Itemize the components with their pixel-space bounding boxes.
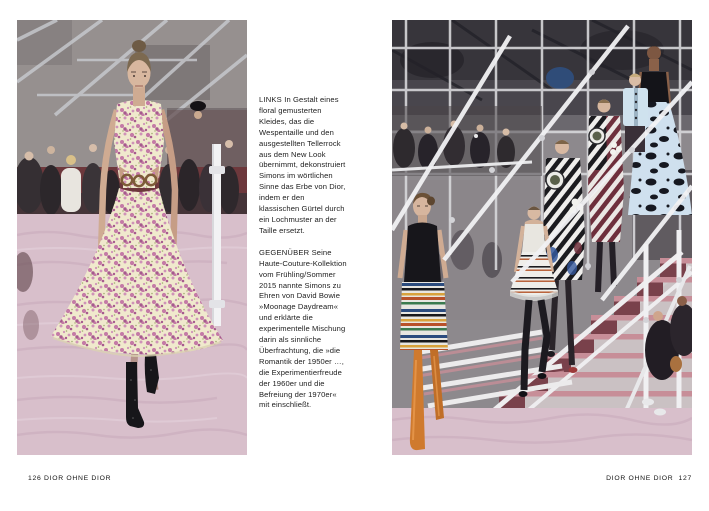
caption-left-lead: LINKS [259, 95, 285, 104]
caption-column [259, 95, 347, 422]
photo-right-scaffolding-show [392, 20, 692, 455]
caption-left-text: In Gestalt eines floral gemusterten Kleides, das die Wespentaille und den ausgestellten Tellerrock aus dem New Look übernimmt, dekonstruiert Simons im wörtlichen Sinne das Erbe von Dior, indem er den klassischen Gürtel durch ein Lochmuster an der Taille ersetzt. [259, 95, 346, 235]
blue-stage-light [546, 67, 574, 89]
caption-right-text: Seine Haute-Couture-Kollektion vom Frühling/Sommer 2015 nannte Simons zu Ehren von David Bowie »Moonage Daydream« und erklärte die experimentelle Mischung darin als sinnliche Überfrachtung, die »die Romantik der 1950er …, die Experimentierfreude der 1960er und die Befreiung der 1970er« mit einschließt. [259, 247, 347, 410]
caption-left-photo [259, 95, 347, 237]
caption-right-photo [259, 248, 347, 412]
footer-left-page: 126 DIOR OHNE DIOR [28, 475, 112, 482]
footer-right-page: DIOR OHNE DIOR 127 [606, 475, 692, 482]
photo-left-floral-dress [17, 20, 247, 455]
left-photo-illustration [17, 20, 247, 455]
caption-right-lead: GEGENÜBER [259, 247, 312, 257]
camera-flash [474, 134, 478, 138]
right-photo-illustration [392, 20, 692, 455]
